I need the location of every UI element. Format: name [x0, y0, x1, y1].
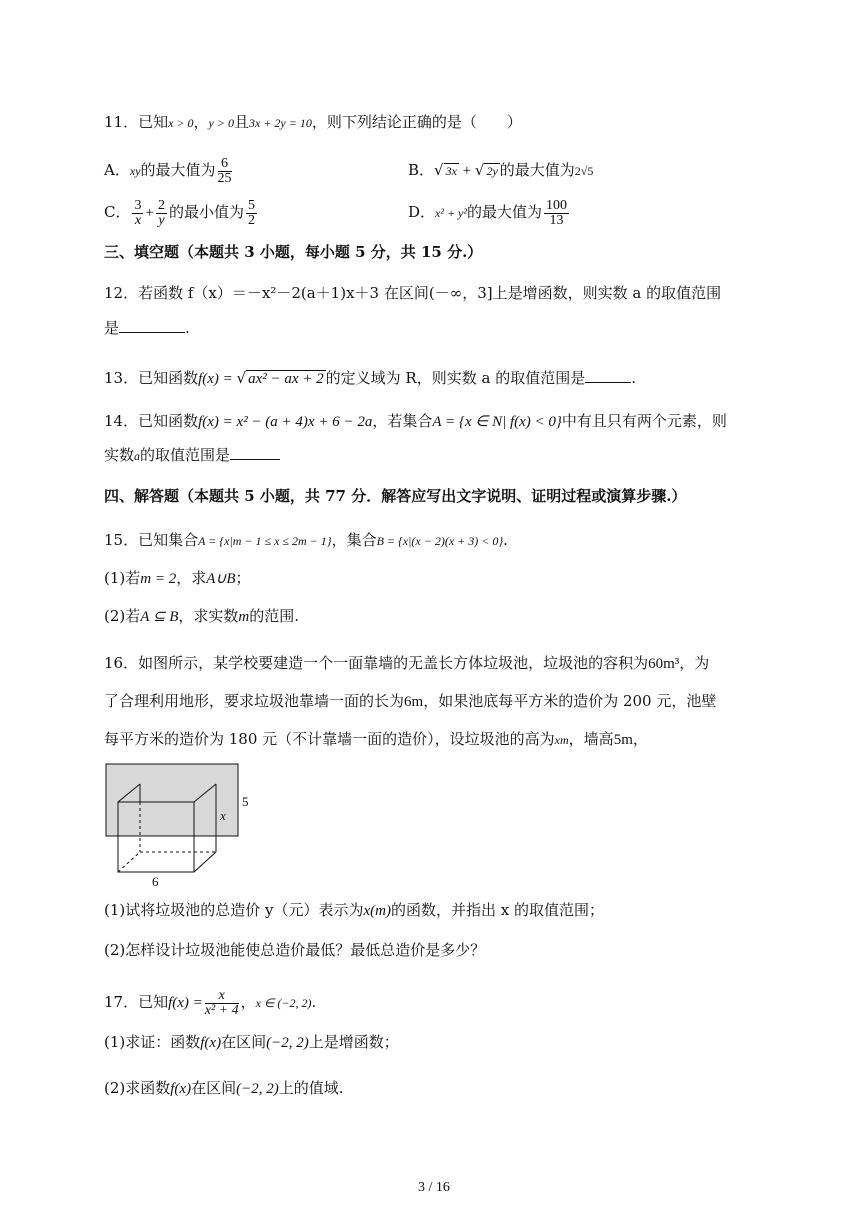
option-b-text: 的最大值为: [499, 161, 575, 179]
option-d-num: 100: [546, 197, 567, 213]
q11-and: 且: [233, 113, 249, 131]
q15-p1-expr: A∪B: [206, 571, 236, 587]
box-bottom-right-edge: [194, 852, 216, 872]
q16-l3-text: 每平方米的造价为 180 元（不计靠墙一面的造价），设垃圾池的高为: [104, 730, 555, 748]
q15-p1-m: m = 2: [140, 571, 177, 587]
q11-stem: [104, 112, 522, 133]
q15-p1-text: (1)若: [104, 569, 141, 587]
option-c-den: 2: [247, 212, 255, 228]
q15-text: 15．已知集合: [104, 531, 199, 549]
section-4-heading: 四、解答题（本题共 5 小题，共 77 分．解答应写出文字说明、证明过程或演算步骤.）: [104, 487, 687, 505]
q11-stem-text: 11．已知: [104, 113, 169, 131]
q12-answer-blank: [119, 318, 185, 333]
q17-p2-end: 上的值域.: [278, 1079, 344, 1097]
option-c-d1: x: [134, 212, 142, 228]
option-a-text: 的最大值为: [140, 161, 216, 179]
option-a-den: 25: [217, 170, 232, 186]
q14-var: a: [134, 449, 141, 463]
q16-p1-end: 的函数，并指出 x 的取值范围；: [390, 901, 604, 919]
q15-p2-end: 的范围.: [249, 607, 300, 625]
q15-p2-m: m: [238, 609, 250, 625]
option-b-expr2: 2y: [486, 164, 498, 178]
q17-domain: x ∈ (−2, 2): [255, 996, 312, 1010]
q12-line2: [104, 318, 190, 338]
option-d-den: 13: [549, 212, 564, 228]
option-c-n2: 2: [157, 197, 165, 213]
option-c-text: 的最小值为: [168, 203, 244, 221]
q17-num: x: [205, 989, 239, 1004]
q16-l3-end: ，: [632, 730, 648, 748]
q11-option-d: [408, 192, 571, 232]
q17-p1-interval: (−2, 2): [266, 1035, 309, 1051]
q11-option-a: [104, 150, 234, 190]
q14-fx: f(x) = x² − (a + 4)x + 6 − 2a: [198, 414, 373, 430]
q13-end: .: [631, 369, 636, 387]
option-b-label: B．: [408, 161, 435, 179]
q14-text2: ，若集合: [372, 412, 433, 430]
q16-figure: [104, 762, 264, 888]
q13-fx: f(x) =: [198, 371, 237, 387]
q15-part1: [104, 568, 251, 589]
q14-line2-text: 实数: [104, 446, 135, 464]
q17-fx: f(x) =: [168, 995, 203, 1011]
q15-set-b: B = {x|(x − 2)(x + 3) < 0}: [376, 534, 504, 548]
q16-p1-text: (1)试将垃圾池的总造价 y（元）表示为: [104, 901, 364, 919]
q17-sep: ，: [240, 993, 256, 1011]
q17-p2-f: f(x): [170, 1081, 192, 1097]
q15-text2: ，集合: [331, 531, 377, 549]
option-c-label: C．: [104, 203, 131, 221]
q17-p2-text: (2)求函数: [104, 1079, 171, 1097]
q13-answer-blank: [585, 368, 631, 383]
q17-den: x² + 4: [204, 1002, 239, 1018]
option-b-val: 2√5: [574, 164, 594, 178]
q11-option-b: B．√ 3x + √ 2y 的最大值为2√5: [408, 161, 594, 179]
q16-l3-text2: ，墙高: [568, 730, 614, 748]
q13-radicand: ax² − ax + 2: [248, 371, 324, 387]
q17-line: [104, 984, 316, 1020]
label-x: x: [220, 808, 226, 823]
q13-line: 13．已知函数f(x) = √ ax² − ax + 2 的定义域为 R，则实数 a 的取值范围是 .: [104, 369, 636, 387]
q15-p2-text: (2)若: [104, 607, 141, 625]
q11-stem-end: ，则下列结论正确的是（ ）: [311, 113, 522, 131]
q14-text3: 中有且只有两个元素，则: [561, 412, 727, 430]
q16-volume: 60m³: [648, 656, 680, 672]
label-length: 6: [152, 874, 159, 888]
q17-part1: [104, 1032, 399, 1053]
q17-p2-text2: 在区间: [191, 1079, 237, 1097]
option-c-n1: 3: [134, 197, 142, 213]
q16-line3: [104, 729, 648, 750]
q16-part2: (2)怎样设计垃圾池能使总造价最低？最低总造价是多少？: [104, 941, 486, 959]
q14-set: A = {x ∈ N| f(x) < 0}: [432, 414, 562, 430]
option-c-num: 5: [247, 197, 255, 213]
q16-p1-var: x(m): [363, 903, 391, 919]
q12-line2-text: 是: [104, 319, 120, 337]
q17-end: .: [311, 993, 317, 1011]
q16-l2-end: ，如果池底每平方米的造价为 200 元，池壁: [423, 692, 717, 710]
q15-p2-expr: A ⊆ B: [140, 609, 179, 625]
q14-text: 14．已知函数: [104, 412, 199, 430]
q16-l2-text: 了合理利用地形，要求垃圾池靠墙一面的长为: [104, 692, 405, 710]
q11-cond-x: x > 0: [168, 116, 194, 130]
q11-sep: ，: [193, 113, 209, 131]
option-d-expr: x² + y²: [435, 206, 467, 220]
q15-end: .: [503, 531, 508, 549]
q15-part2: [104, 606, 299, 627]
q11-cond-eq: 3x + 2y = 10: [249, 116, 312, 130]
q16-part1: [104, 900, 604, 921]
q16-length: 6m: [404, 694, 424, 710]
q14-line2: [104, 445, 280, 466]
wall-rect: [106, 764, 238, 836]
q17-part2: [104, 1078, 344, 1099]
label-wall-height: 5: [242, 794, 249, 809]
option-c-d2: y: [158, 212, 165, 228]
q15-set-a: A = {x|m − 1 ≤ x ≤ 2m − 1}: [198, 534, 332, 548]
option-a-num: 6: [218, 157, 232, 172]
option-d-label: D．: [408, 203, 436, 221]
q11-cond-y: y > 0: [208, 116, 234, 130]
q14-line2-text2: 的取值范围是: [140, 446, 231, 464]
page-number: 3 / 16: [418, 1180, 450, 1195]
q16-l1-text: 16．如图所示，某学校要建造一个一面靠墙的无盖长方体垃圾池，垃圾池的容积为: [104, 654, 649, 672]
q17-p1-text2: 在区间: [221, 1033, 267, 1051]
q17-p1-f: f(x): [200, 1035, 222, 1051]
q15-line: [104, 530, 508, 551]
q17-text: 17．已知: [104, 993, 169, 1011]
q15-p1-text2: ，求: [176, 569, 207, 587]
q16-line2: [104, 691, 716, 712]
q17-p2-interval: (−2, 2): [236, 1081, 279, 1097]
option-b-expr1: 3x: [445, 164, 457, 178]
q14-line1: [104, 411, 727, 432]
q13-text: 13．已知函数: [104, 369, 199, 387]
option-c-plus: +: [145, 205, 154, 221]
q16-height: xm: [554, 733, 569, 747]
q15-p1-end: ；: [235, 569, 251, 587]
q15-p2-text2: ，求实数: [178, 607, 239, 625]
option-b-plus: +: [458, 163, 475, 179]
q16-wall: 5m: [613, 732, 633, 748]
q12-line1: 12．若函数 f（x）＝－x²－2(a＋1)x＋3 在区间(－∞，3]上是增函数，则实数 a 的取值范围: [104, 284, 722, 302]
section-3-heading: 三、填空题（本题共 3 小题，每小题 5 分，共 15 分.）: [104, 243, 483, 261]
q11-option-c: [104, 192, 259, 232]
option-d-text: 的最大值为: [466, 203, 542, 221]
option-a-expr: xy: [129, 164, 141, 178]
option-a-label: A．: [104, 161, 130, 179]
q17-p1-end: 上是增函数；: [308, 1033, 399, 1051]
hidden-diagonal: [118, 852, 140, 872]
q12-line2-end: .: [185, 319, 190, 337]
q16-line1: [104, 653, 709, 674]
q14-answer-blank: [230, 445, 280, 460]
q17-p1-text: (1)求证：函数: [104, 1033, 201, 1051]
q16-l1-end: ，为: [679, 654, 710, 672]
q13-text2: 的定义域为 R，则实数 a 的取值范围是: [325, 369, 586, 387]
